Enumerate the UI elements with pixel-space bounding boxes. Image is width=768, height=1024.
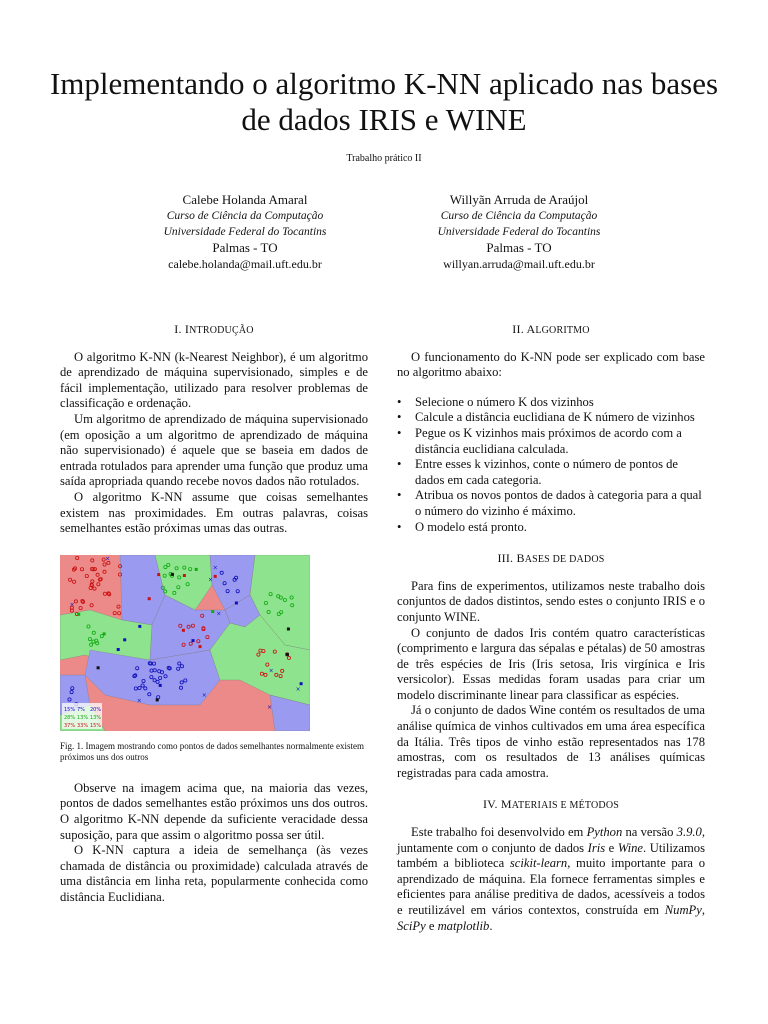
algorithm-steps	[397, 395, 705, 535]
data-point-square	[300, 682, 303, 685]
legend-label: 7%	[77, 706, 85, 713]
data-point-square	[77, 613, 80, 616]
section-heading-methods: IV. MATERIAIS E MÉTODOS	[482, 797, 620, 812]
data-point-cross: ×	[201, 691, 207, 699]
intro-paragraph-1: O algoritmo K-NN (k-Nearest Neighbor), é um algoritmo de aprendizado de máquina supervisionado, simples e de fácil implementação, utilizado para resolver problemas de classificação e ordenação.	[60, 349, 368, 411]
data-point-square	[195, 568, 198, 571]
legend-label: 33%	[77, 722, 89, 729]
intro-paragraph-3: O algoritmo K-NN assume que coisas semelhantes existem nas proximidades. Em outras palavras, coisas semelhantes estão próximas umas das outras.	[60, 489, 368, 536]
author-name: Willyãn Arruda de Araújol	[449, 192, 589, 207]
paper-subtitle: Trabalho prático II	[346, 153, 422, 164]
list-item: • Entre esses k vizinhos, conte o número de pontos de dados em cada categoria.	[397, 457, 705, 488]
author-dept: Curso de Ciência da Computação	[440, 210, 598, 222]
list-item: • Atribua os novos pontos de dados à categoria para a qual o número do vizinho é máximo.	[397, 488, 705, 519]
author-email: calebe.holanda@mail.uft.edu.br	[168, 257, 322, 271]
data-point-square	[171, 573, 174, 576]
data-point-square	[182, 629, 185, 632]
author-univ: Universidade Federal do Tocantins	[437, 226, 601, 238]
legend-label: 28%	[64, 714, 76, 721]
data-point-square	[148, 597, 151, 600]
datasets-paragraph-1: Para fins de experimentos, utilizamos neste trabalho dois conjuntos de dados distintos, sendo estes o conjunto IRIS e o conjunto WINE.	[397, 578, 705, 624]
data-point-square	[183, 574, 186, 577]
data-point-square	[123, 638, 126, 641]
legend-label: 13%	[77, 714, 89, 721]
author-block-1	[95, 192, 395, 272]
methods-paragraph: Este trabalho foi desenvolvido em Python na versão 3.9.0, juntamente com o conjunto de dados Iris e Wine. Utilizamos também a biblioteca scikit-learn, muito importante para o aprendizado de máquina. Ela fornece ferramentas simples e eficientes para análise preditiva de dados, acessíveis a todos e reutilizável em vários contextos, construída em NumPy, SciPy e matplotlib.	[397, 825, 706, 933]
left-column	[60, 322, 368, 905]
data-point-cross: ×	[69, 601, 75, 609]
author-univ: Universidade Federal do Tocantins	[163, 226, 327, 238]
data-point-cross: ×	[268, 667, 274, 675]
section-heading-intro: I. INTRODUÇÃO	[174, 322, 254, 336]
intro-paragraph-4: Observe na imagem acima que, na maioria das vezes, pontos de dados semelhantes estão próximos uns dos outros. O algoritmo K-NN depende da suficiente veracidade dessa suposição, para que assim o algoritmo possa ser útil.	[60, 780, 368, 842]
algorithm-intro: O funcionamento do K-NN pode ser explicado com base no algoritmo abaixo:	[397, 349, 705, 380]
list-item: • Calcule a distância euclidiana de K número de vizinhos	[397, 410, 705, 426]
data-point-cross: ×	[295, 685, 301, 693]
intro-paragraph-5: O K-NN captura a ideia de semelhança (às vezes chamada de distância ou proximidade) calculada através de uma distância em linha reta, popularmente conhecida como distância Euclidiana.	[60, 843, 368, 904]
author-block-2	[369, 192, 669, 272]
data-point-cross: ×	[208, 576, 214, 584]
data-point-square	[117, 648, 120, 651]
data-point-square	[156, 698, 159, 701]
figure-caption: Fig. 1. Imagem mostrando como pontos de dados semelhantes normalmente existem próximos uns dos outros	[60, 740, 364, 762]
author-city: Palmas - TO	[212, 240, 278, 255]
author-city: Palmas - TO	[486, 240, 552, 255]
data-point-cross: ×	[212, 564, 218, 572]
data-point-cross: ×	[136, 697, 142, 705]
legend-label: 15%	[90, 722, 102, 729]
list-item: • Selecione o número K dos vizinhos	[397, 395, 705, 411]
data-point-cross: ×	[267, 703, 273, 711]
data-point-square	[157, 573, 160, 576]
data-point-square	[214, 575, 217, 578]
list-item: • Pegue os K vizinhos mais próximos de acordo com a distância euclidiana calculada.	[397, 426, 705, 457]
legend-label: 20%	[90, 706, 102, 713]
data-point-cross: ×	[216, 610, 222, 618]
data-point-square	[199, 645, 202, 648]
right-column	[397, 322, 705, 934]
data-point-square	[138, 625, 141, 628]
legend-label: 15%	[64, 706, 76, 713]
author-email: willyan.arruda@mail.uft.edu.br	[443, 257, 595, 271]
paper-title: Implementando o algoritmo K-NN aplicado nas bases de dados IRIS e WINE	[49, 66, 719, 137]
data-point-square	[103, 632, 106, 635]
data-point-square	[235, 601, 238, 604]
author-dept: Curso de Ciência da Computação	[166, 210, 324, 222]
knn-figure	[60, 555, 310, 731]
data-point-square	[287, 627, 290, 630]
data-point-cross: ×	[105, 555, 111, 563]
data-point-square	[286, 653, 289, 656]
legend-label: 13%	[90, 714, 102, 721]
data-point-square	[211, 610, 214, 613]
list-item: • O modelo está pronto.	[397, 520, 705, 536]
legend-label: 37%	[64, 722, 76, 729]
data-point-square	[192, 639, 195, 642]
intro-paragraph-2: Um algoritmo de aprendizado de máquina supervisionado (em oposição a um algoritmo de aprendizado de máquina não supervisionado) é aquele que se baseia em dados de entrada rotulados para aprender uma função que produz uma saída apropriada quando recebe novos dados não rotulados.	[60, 411, 368, 489]
section-heading-algorithm: II. ALGORITMO	[512, 322, 590, 336]
datasets-paragraph-2: O conjunto de dados Iris contém quatro características (comprimento e largura das sépalas e pétalas) de 50 amostras de três espécies de Iris (Iris setosa, Iris virgínica e Iris versicolor). Essas medidas foram usadas para criar um modelo discriminante linear para classificar as espécies.	[397, 625, 705, 702]
data-point-square	[159, 684, 162, 687]
datasets-paragraph-3: Já o conjunto de dados Wine contém os resultados de uma análise química de vinhos cultivados em uma área específica da Itália. Três tipos de vinho estão representados nas 178 amostras, com os resultados de 13 análises químicas registradas para cada amostra.	[397, 703, 705, 780]
author-name: Calebe Holanda Amaral	[182, 192, 308, 207]
section-heading-datasets: III. BASES DE DADOS	[497, 551, 605, 566]
data-point-square	[97, 666, 100, 669]
